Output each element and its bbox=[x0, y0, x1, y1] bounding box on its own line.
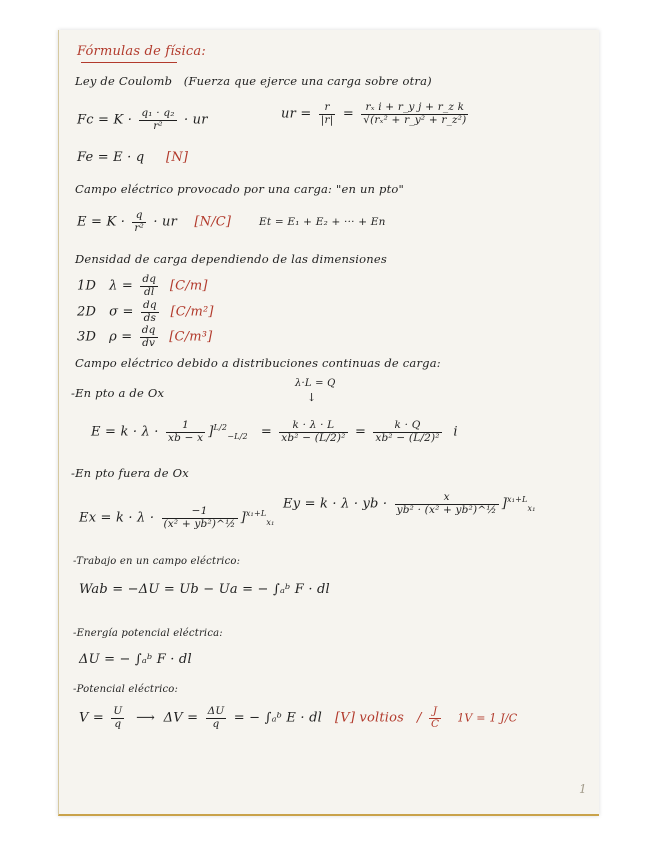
coulomb-note: (Fuerza que ejerce una carga sobre otra) bbox=[183, 74, 432, 88]
e-fraction bbox=[132, 210, 146, 234]
coulomb-heading bbox=[75, 74, 432, 88]
ur-equals: = bbox=[342, 106, 354, 122]
joule-numerator: J bbox=[429, 706, 441, 719]
coulomb-force-formula bbox=[77, 108, 208, 132]
e1-mid-numerator: k · λ · L bbox=[279, 420, 347, 433]
densidad-dim: 3D bbox=[77, 329, 97, 345]
densidad-unit: [C/m] bbox=[169, 278, 208, 294]
ex-denominator: (x² + yb²)^½ bbox=[163, 517, 236, 530]
e1-mid-denominator: xb² − (L/2)² bbox=[281, 431, 346, 444]
dv-numerator: ΔU bbox=[207, 705, 225, 717]
e-total: Et = E₁ + E₂ + ··· + En bbox=[259, 216, 386, 228]
e-numerator: q bbox=[132, 210, 146, 223]
ex-numerator: −1 bbox=[162, 506, 238, 519]
fc-numerator: q₁ · q₂ bbox=[141, 107, 175, 119]
ex-lhs: Ex = k · λ · bbox=[79, 510, 155, 526]
e1-result-numerator: k · Q bbox=[373, 420, 441, 433]
e-unit: [N/C] bbox=[194, 214, 232, 230]
fe-unit: [N] bbox=[166, 150, 189, 165]
ey-lower-limit: x₁ bbox=[527, 504, 536, 514]
dv-lhs: ΔV = bbox=[163, 710, 199, 726]
e1-unit-vector: i bbox=[453, 424, 458, 440]
one-volt-definition: 1V = 1 J/C bbox=[457, 711, 518, 725]
e-denominator: r² bbox=[134, 221, 145, 234]
campo-heading: Campo eléctrico provocado por una carga: "en un pto" bbox=[75, 182, 405, 196]
fc-denominator: r² bbox=[153, 119, 163, 132]
ey-formula: Ey = k · λ · yb · $\frac{x}{\text{yb² · (x² + yb²)\textasciicircum{}½}}$ ]$^{x_1+L}_{x_1}$ bbox=[283, 491, 536, 516]
densidad-fraction bbox=[140, 274, 158, 298]
v-denominator: q bbox=[114, 717, 122, 730]
densidad-den: dv bbox=[142, 336, 156, 349]
densidad-row-2d bbox=[77, 300, 214, 324]
ey-numerator: x bbox=[395, 492, 499, 505]
arrow-down-icon: ↓ bbox=[307, 391, 317, 404]
e1-fraction bbox=[166, 420, 205, 444]
ur-denominator-1: |r| bbox=[320, 113, 334, 126]
fc-fraction bbox=[139, 108, 176, 132]
densidad-den: dl bbox=[144, 285, 155, 298]
fc-rhs: · ur bbox=[184, 112, 208, 128]
fc-lhs: Fc = K · bbox=[77, 112, 133, 128]
lambda-l-annotation: λ·L = Q bbox=[295, 378, 336, 389]
e-rhs: · ur bbox=[153, 214, 178, 230]
densidad-num: dq bbox=[141, 324, 156, 336]
densidad-num: dq bbox=[142, 299, 157, 311]
notebook-page bbox=[58, 30, 599, 816]
coulomb-heading-text: Ley de Coulomb bbox=[75, 74, 173, 88]
ey-upper-limit: x₁+L bbox=[506, 495, 528, 505]
ur-numerator-1: r bbox=[319, 102, 336, 115]
e1-result-fraction bbox=[373, 420, 441, 444]
ur-fraction-1 bbox=[319, 102, 336, 126]
densidad-unit: [C/m³] bbox=[169, 329, 213, 345]
e1-lower-limit: −L/2 bbox=[227, 432, 248, 442]
title-underline bbox=[81, 62, 177, 63]
densidad-lhs: ρ = bbox=[109, 329, 133, 345]
ur-numerator-2: rₓ i + r_y j + r_z k bbox=[361, 102, 468, 115]
unit-vector-formula bbox=[281, 102, 471, 126]
e1-equals: = bbox=[260, 424, 272, 440]
densidad-den: ds bbox=[143, 311, 157, 324]
pto-en-ox-label: -En pto a de Ox bbox=[71, 386, 165, 400]
potencial-heading: -Potencial eléctrico: bbox=[73, 684, 179, 695]
e1-result-denominator: xb² − (L/2)² bbox=[375, 431, 440, 444]
dv-denominator: q bbox=[212, 717, 220, 730]
ur-denominator-2: √(rₓ² + r_y² + r_z²) bbox=[363, 113, 467, 126]
densidad-fraction bbox=[140, 325, 158, 349]
v-numerator: U bbox=[113, 705, 123, 717]
densidad-row-1d bbox=[77, 274, 208, 298]
dv-fraction bbox=[206, 706, 227, 730]
ex-fraction bbox=[162, 506, 238, 530]
e1-equals-2: = bbox=[354, 424, 367, 440]
potencial-formula bbox=[79, 706, 517, 730]
potencial-unit: [V] voltios bbox=[334, 710, 405, 726]
e1-lhs: E = k · λ · bbox=[91, 424, 159, 440]
distribuciones-heading: Campo eléctrico debido a distribuciones continuas de carga: bbox=[75, 356, 441, 370]
densidad-num: dq bbox=[142, 273, 157, 285]
fe-eq: Fe = E · q bbox=[77, 150, 145, 165]
e1-denominator: xb − x bbox=[167, 431, 204, 444]
page-title: Fórmulas de física: bbox=[77, 44, 206, 59]
v-lhs: V = bbox=[79, 710, 105, 726]
densidad-dim: 1D bbox=[77, 278, 97, 294]
densidad-lhs: λ = bbox=[109, 278, 133, 294]
v-fraction bbox=[111, 706, 124, 730]
ey-lhs: Ey = k · λ · yb · bbox=[283, 496, 388, 512]
ey-denominator: yb² · (x² + yb²)^½ bbox=[396, 503, 497, 516]
joule-per-coulomb-fraction bbox=[429, 706, 441, 730]
ey-fraction bbox=[395, 492, 499, 516]
fe-formula bbox=[77, 150, 188, 165]
energia-heading: -Energía potencial eléctrica: bbox=[73, 628, 223, 639]
page-number: 1 bbox=[579, 782, 587, 796]
trabajo-heading: -Trabajo en un campo eléctrico: bbox=[73, 556, 241, 567]
densidad-dim: 2D bbox=[77, 304, 97, 320]
potencial-arrow: ⟶ bbox=[136, 710, 155, 726]
energia-formula: ΔU = − ∫ₐᵇ F · dl bbox=[79, 652, 192, 667]
densidad-unit: [C/m²] bbox=[170, 304, 214, 320]
ur-lhs: ur = bbox=[281, 106, 312, 122]
densidad-lhs: σ = bbox=[109, 304, 134, 320]
potencial-slash: / bbox=[417, 710, 422, 726]
dv-rhs: = − ∫ₐᵇ E · dl bbox=[233, 710, 322, 726]
pto-fuera-ox-label: -En pto fuera de Ox bbox=[71, 466, 189, 480]
e1-upper-limit: L/2 bbox=[213, 423, 228, 433]
ex-upper-limit: x₁+L bbox=[245, 509, 267, 519]
ur-fraction-2 bbox=[361, 102, 468, 126]
trabajo-formula: Wab = −ΔU = Ub − Ua = − ∫ₐᵇ F · dl bbox=[79, 582, 330, 597]
e1-numerator: 1 bbox=[166, 420, 205, 433]
campo-formula bbox=[77, 210, 231, 234]
ex-lower-limit: x₁ bbox=[266, 518, 275, 528]
densidad-fraction bbox=[141, 300, 159, 324]
densidad-row-3d bbox=[77, 325, 212, 349]
densidad-heading: Densidad de carga dependiendo de las dimensiones bbox=[75, 252, 387, 266]
ex-formula: Ex = k · λ · $\frac{-1}{\text{(x² + yb²)\textasciicircum{}½}}$ ]$^{x_1+L}_{x_1}$ bbox=[79, 505, 275, 530]
e1-mid-fraction bbox=[279, 420, 347, 444]
e-lhs: E = K · bbox=[77, 214, 126, 230]
e-en-ox-formula: E = k · λ · $\frac{1}{xb - x}$ ]$^{L/2}_{-L/2}$ = $\frac{k \cdot \lambda \cdot L}{\text{xb² − (L/2)²}}$ = $\frac{k \cdot Q}{\text{xb² − (L/2)²}}$ i bbox=[91, 419, 458, 444]
coulomb-denominator: C bbox=[430, 717, 440, 730]
